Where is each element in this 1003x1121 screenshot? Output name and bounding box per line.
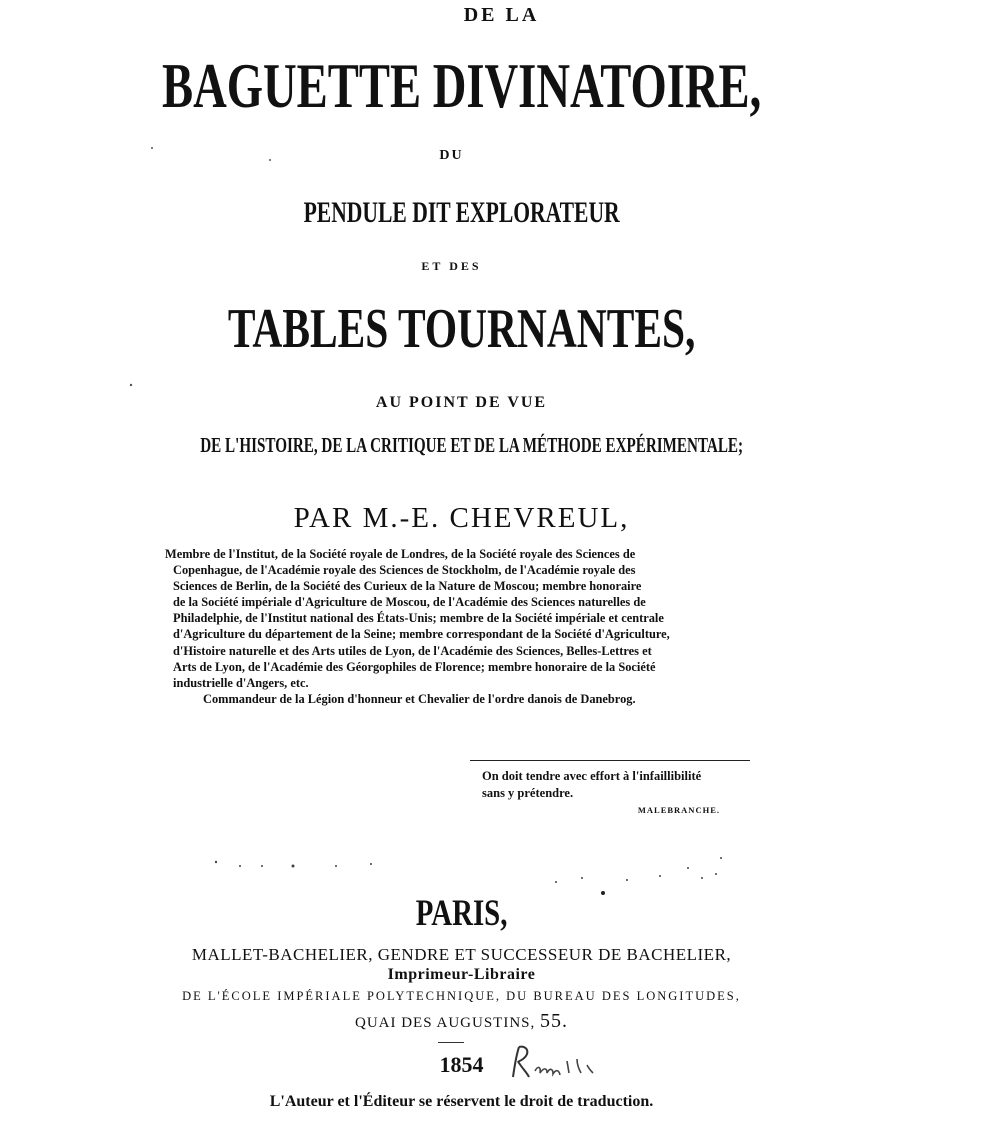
title-de-la: DE LA [463, 4, 540, 26]
membership-line: Philadelphie, de l'Institut national des États-Unis; membre de la Société impériale et centrale [173, 611, 664, 626]
imprint-quai: QUAI DES AUGUSTINS, [354, 1015, 536, 1031]
imprint-ecole: DE L'ÉCOLE IMPÉRIALE POLYTECHNIQUE, DU BUREAU DES LONGITUDES, [182, 989, 741, 1003]
epigraph-author: MALEBRANCHE. [637, 805, 720, 815]
handwritten-signature-icon [505, 1043, 625, 1083]
imprint-rights: L'Auteur et l'Éditeur se réservent le droit de traduction. [269, 1093, 654, 1110]
epigraph-line: sans y prétendre. [482, 786, 574, 800]
epigraph-rule [470, 760, 750, 761]
subtitle-au-point: AU POINT DE VUE [375, 394, 548, 411]
epigraph-line: On doit tendre avec effort à l'infaillibilité [482, 769, 702, 783]
membership-line: Arts de Lyon, de l'Académie des Géorgophiles de Florence; membre honoraire de la Société [173, 659, 656, 674]
title-et-des: ET DES [421, 259, 482, 273]
author-memberships [165, 546, 765, 707]
imprint-address [0, 1010, 923, 1033]
imprint-number: 55. [540, 1010, 568, 1032]
membership-line: Membre de l'Institut, de la Société royale de Londres, de la Société royale des Sciences de [165, 547, 636, 561]
membership-line: d'Histoire naturelle et des Arts utiles de Lyon, de l'Académie des Sciences, Belles-Lettres et [173, 643, 652, 658]
membership-line: industrielle d'Angers, etc. [173, 675, 309, 690]
title-main: BAGUETTE DIVINATOIRE, [161, 51, 762, 121]
author-byline: PAR M.-E. CHEVREUL, [293, 502, 630, 534]
title-du: DU [439, 148, 464, 163]
epigraph [482, 768, 772, 819]
commandeur-line: Commandeur de la Légion d'honneur et Chevalier de l'ordre danois de Danebrog. [203, 691, 636, 706]
membership-line: Sciences de Berlin, de la Société des Curieux de la Nature de Moscou; membre honoraire [173, 579, 642, 594]
imprint-publisher: MALLET-BACHELIER, GENDRE ET SUCCESSEUR DE BACHELIER, [191, 945, 732, 964]
membership-line: d'Agriculture du département de la Seine; membre correspondant de la Société d'Agriculture, [173, 627, 670, 642]
membership-line: Copenhague, de l'Académie royale des Sciences de Stockholm, de l'Académie royale des [173, 563, 636, 578]
title-pendule: PENDULE DIT EXPLORATEUR [303, 196, 620, 229]
imprint-city: PARIS, [415, 893, 508, 934]
imprint-role: Imprimeur-Libraire [387, 966, 536, 983]
imprint-year: 1854 [439, 1052, 484, 1077]
membership-line: de la Société impériale d'Agriculture de Moscou, de l'Académie des Sciences naturelles de [173, 595, 646, 610]
year-rule [438, 1042, 464, 1043]
title-tables: TABLES TOURNANTES, [227, 298, 696, 360]
subtitle-histoire: DE L'HISTOIRE, DE LA CRITIQUE ET DE LA MÉTHODE EXPÉRIMENTALE; [200, 433, 744, 457]
